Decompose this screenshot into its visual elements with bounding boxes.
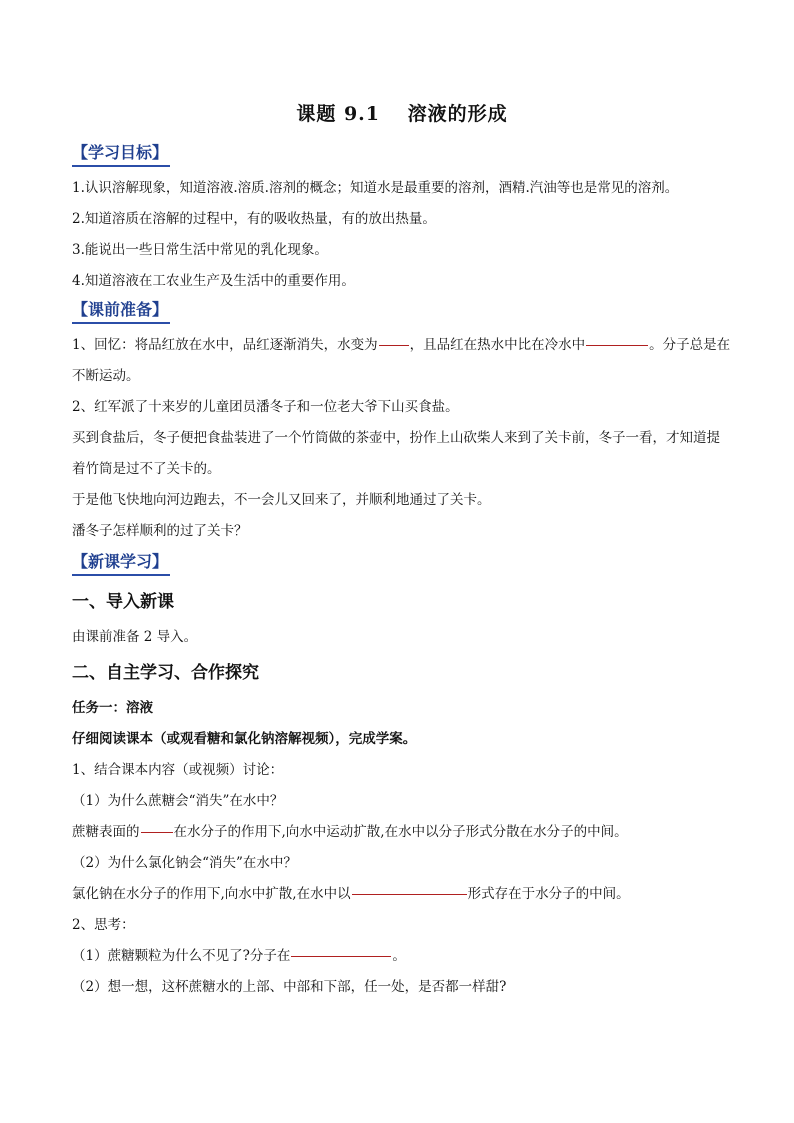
prep-q1-text-b: ，且品红在热水中比在冷水中 (409, 337, 586, 353)
worksheet-page (72, 100, 732, 1003)
story-question: 潘冬子怎样顺利的过了关卡？ (72, 523, 248, 539)
prep-question-2: 2、红军派了十来岁的儿童团员潘冬子和一位老大爷下山买食盐。 (72, 399, 459, 415)
answer-2 (72, 879, 732, 910)
story-paragraph: 买到食盐后，冬子便把食盐装进了一个竹筒做的茶壶中，扮作上山砍柴人来到了关卡前，冬子一看，才知道提着竹筒是过不了关卡的。 (72, 430, 720, 477)
prep-q1-text-a: 1、回忆：将品红放在水中，品红逐渐消失，水变为 (72, 337, 378, 353)
answer-1 (72, 817, 732, 848)
think-2: （2）想一想，这杯蔗糖水的上部、中部和下部，任一处，是否都一样甜? (72, 979, 507, 995)
think-1-post: 。 (392, 948, 406, 964)
question-2: （2）为什么氯化钠会“消失”在水中？ (72, 855, 297, 871)
fill-blank[interactable] (352, 893, 467, 895)
fill-blank[interactable] (586, 344, 648, 346)
answer-1-pre: 蔗糖表面的 (72, 824, 140, 840)
task-1-label: 任务一：溶液 (72, 700, 153, 716)
prep-question-1 (72, 330, 732, 392)
part-1-text: 由课前准备 2 导入。 (72, 629, 198, 645)
goal-item: 2.知道溶质在溶解的过程中，有的吸收热量，有的放出热量。 (72, 211, 436, 227)
think-1 (72, 941, 732, 972)
section-heading-prep: 【课前准备】 (72, 299, 170, 324)
item-1: 1、结合课本内容（或视频）讨论： (72, 762, 284, 778)
fill-blank[interactable] (141, 831, 173, 833)
section-heading-goals: 【学习目标】 (72, 142, 170, 167)
part-1-title: 一、导入新课 (72, 592, 174, 612)
part-2-title: 二、自主学习、合作探究 (72, 663, 259, 683)
think-1-pre: （1）蔗糖颗粒为什么不见了?分子在 (72, 948, 291, 964)
answer-2-post: 形式存在于水分子的中间。 (467, 886, 630, 902)
item-2: 2、思考： (72, 917, 135, 933)
prep-q1-text-c: 。分子总是在不断运动。 (72, 337, 731, 384)
answer-2-pre: 氯化钠在水分子的作用下,向水中扩散,在水中以 (72, 886, 351, 902)
story-paragraph: 于是他飞快地向河边跑去，不一会儿又回来了，并顺利地通过了关卡。 (72, 492, 491, 508)
goal-item: 3.能说出一些日常生活中常见的乳化现象。 (72, 242, 328, 258)
question-1: （1）为什么蔗糖会“消失”在水中？ (72, 793, 284, 809)
instruction: 仔细阅读课本（或观看糖和氯化钠溶解视频），完成学案。 (72, 731, 417, 747)
section-heading-new: 【新课学习】 (72, 551, 170, 576)
goal-item: 4.知道溶液在工农业生产及生活中的重要作用。 (72, 273, 355, 289)
answer-1-post: 在水分子的作用下,向水中运动扩散,在水中以分子形式分散在水分子的中间。 (173, 824, 628, 840)
goal-item: 1.认识溶解现象，知道溶液.溶质.溶剂的概念；知道水是最重要的溶剂，酒精.汽油等也是常见的溶剂。 (72, 180, 679, 196)
fill-blank[interactable] (291, 955, 391, 957)
fill-blank[interactable] (379, 344, 409, 346)
page-title: 课题 9.1 溶液的形成 (296, 103, 508, 125)
